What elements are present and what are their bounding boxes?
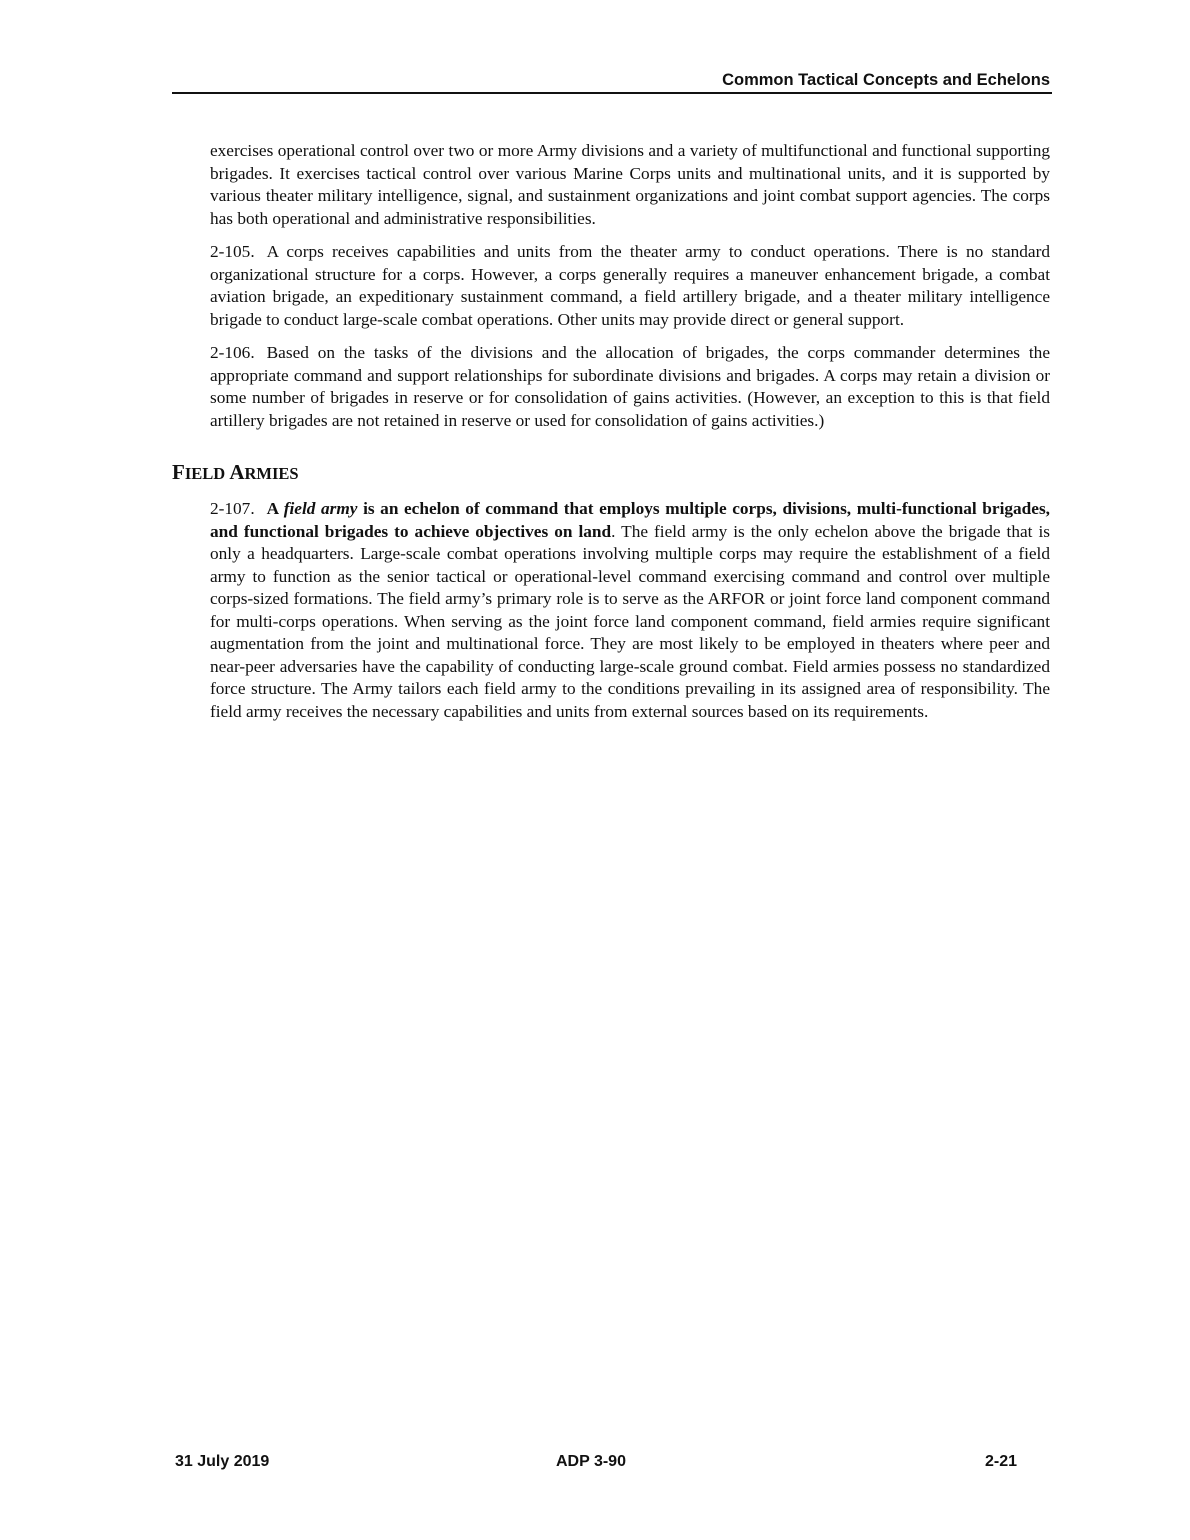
defined-term: field army: [283, 499, 358, 518]
paragraph-2-105: [210, 241, 1050, 331]
header-title: Common Tactical Concepts and Echelons: [722, 71, 1050, 89]
page-body: [172, 140, 1051, 734]
definition-lead: A: [266, 499, 284, 518]
page-footer: [175, 1452, 1017, 1472]
paragraph-text: . The field army is the only echelon above the brigade that is only a headquarters. Large-scale combat operations involving multiple corps may require the establishment of a field army to function as the senior tactical or operational-level command exercising command and control over multiple corps-sized formations. The field army’s primary role is to serve as the ARFOR or joint force land component command for multi-corps operations. When serving as the joint force land component command, field armies require significant augmentation from the joint and multinational force. They are most likely to be employed in theaters where peer and near-peer adversaries have the capability of conducting large-scale ground combat. Field armies possess no standardized force structure. The Army tailors each field army to the conditions prevailing in its assigned area of responsibility. The field army receives the necessary capabilities and units from external sources based on its requirements.: [210, 521, 1051, 721]
footer-publication: ADP 3-90: [556, 1453, 626, 1470]
definition-text: is an echelon of command that employs multiple corps, divisions, multi-functional brigades, and functional brigades to achieve objectives on land: [210, 499, 1050, 541]
section-heading-field-armies: [172, 460, 1050, 486]
paragraph-2-106: [210, 342, 1050, 432]
paragraph-number: 2-105.: [210, 242, 255, 261]
paragraph-text: Based on the tasks of the divisions and the allocation of brigades, the corps commander determines the appropriate command and support relationships for subordinate divisions and brigades. A corps may retain a division or some number of brigades in reserve or for consolidation of gains activities. (However, an exception to this is that field artillery brigades are not retained in reserve or used for consolidation of gains activities.): [210, 343, 1050, 430]
heading-initial: F: [172, 460, 185, 484]
paragraph-2-107: [210, 498, 1050, 723]
paragraph-text: A corps receives capabilities and units from the theater army to conduct operations. There is no standard organizational structure for a corps. However, a corps generally requires a maneuver enhancement brigade, a combat aviation brigade, an expeditionary sustainment command, a field artillery brigade, and a theater military intelligence brigade to conduct large-scale combat operations. Other units may provide direct or general support.: [210, 242, 1050, 329]
paragraph-number: 2-106.: [210, 343, 255, 362]
paragraph-continued: exercises operational control over two or more Army divisions and a variety of multifunctional and functional supporting brigades. It exercises tactical control over various Marine Corps units and multinational units, and it is supported by various theater military intelligence, signal, and sustainment organizations and joint combat support agencies. The corps has both operational and administrative responsibilities.: [210, 141, 1050, 228]
footer-date: 31 July 2019: [175, 1453, 270, 1470]
running-header: [172, 68, 1052, 94]
heading-initial: A: [229, 460, 245, 484]
footer-page-number: 2-21: [984, 1453, 1017, 1470]
heading-smallcaps: RMIES: [244, 464, 299, 483]
paragraph-number: 2-107.: [210, 499, 255, 518]
heading-smallcaps: IELD: [184, 464, 230, 483]
